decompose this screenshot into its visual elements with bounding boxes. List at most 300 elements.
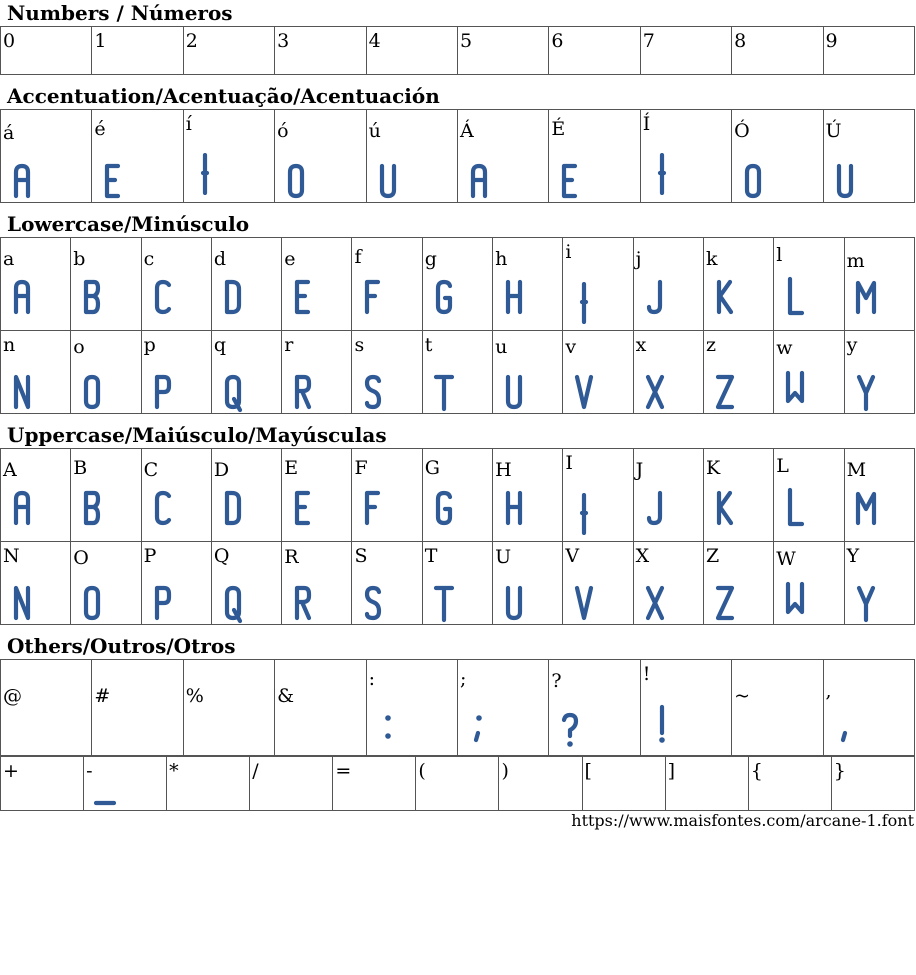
uppercase-grid — [0, 448, 915, 625]
glyph-svg — [220, 276, 246, 318]
glyph-svg — [501, 487, 527, 529]
char-label: = — [335, 760, 352, 782]
glyph-cell — [71, 331, 141, 414]
glyph-cell — [844, 449, 914, 542]
glyph-svg — [431, 487, 457, 529]
char-label: } — [833, 760, 846, 782]
char-label: 7 — [642, 30, 655, 52]
glyph-cell — [366, 660, 457, 756]
glyph-cell — [141, 331, 211, 414]
glyph-svg — [557, 160, 583, 202]
char-label: J — [635, 459, 644, 481]
char-label: c — [143, 248, 155, 270]
glyph-svg — [79, 276, 105, 318]
char-label: t — [424, 334, 433, 356]
glyph-svg — [642, 487, 668, 529]
glyph-svg — [283, 160, 309, 202]
char-label: 1 — [94, 30, 107, 52]
glyph-cell — [211, 449, 281, 542]
glyph-svg — [712, 582, 738, 624]
glyph-preview — [150, 582, 176, 624]
glyph-cell — [633, 238, 703, 331]
glyph-svg — [649, 153, 675, 195]
char-label: R — [284, 546, 299, 568]
char-label: - — [86, 760, 93, 782]
glyph-preview — [501, 487, 527, 529]
glyph-cell — [493, 542, 563, 625]
glyph-svg — [466, 706, 492, 748]
glyph-svg — [375, 160, 401, 202]
glyph-svg — [360, 276, 386, 318]
glyph-cell — [633, 331, 703, 414]
glyph-cell — [823, 660, 914, 756]
glyph-svg — [150, 582, 176, 624]
glyph-svg — [501, 276, 527, 318]
char-label: L — [776, 455, 789, 477]
char-label: m — [846, 250, 865, 272]
glyph-svg — [740, 160, 766, 202]
char-label: : — [368, 668, 375, 690]
glyph-cell — [633, 542, 703, 625]
glyph-cell — [211, 238, 281, 331]
glyph-cell — [823, 27, 914, 75]
glyph-cell — [640, 110, 731, 203]
glyph-svg — [220, 582, 246, 624]
glyph-svg — [9, 487, 35, 529]
glyph-cell — [640, 660, 731, 756]
glyph-svg — [220, 487, 246, 529]
glyph-preview — [466, 160, 492, 202]
glyph-svg — [782, 367, 808, 409]
glyph-cell — [703, 449, 773, 542]
glyph-svg — [712, 487, 738, 529]
char-label: e — [284, 248, 296, 270]
glyph-cell — [774, 449, 844, 542]
char-label: / — [252, 760, 259, 782]
glyph-svg — [360, 582, 386, 624]
glyph-cell — [563, 542, 633, 625]
glyph-svg — [360, 487, 386, 529]
glyph-cell — [748, 757, 831, 811]
glyph-cell — [1, 110, 92, 203]
char-label: i — [565, 241, 572, 263]
glyph-cell — [282, 238, 352, 331]
glyph-cell — [1, 238, 71, 331]
glyph-svg — [782, 487, 808, 529]
glyph-svg — [290, 371, 316, 413]
glyph-svg — [431, 276, 457, 318]
char-label: E — [284, 457, 299, 479]
glyph-preview — [290, 582, 316, 624]
glyph-preview — [832, 160, 858, 202]
glyph-preview — [431, 371, 457, 413]
char-label: % — [185, 685, 204, 707]
glyph-preview — [853, 371, 879, 413]
char-label: & — [277, 685, 295, 707]
char-label: é — [94, 118, 106, 140]
char-label: d — [213, 248, 227, 270]
glyph-cell — [275, 660, 366, 756]
glyph-cell — [92, 27, 183, 75]
glyph-cell — [457, 110, 548, 203]
glyph-cell — [1, 757, 84, 811]
glyph-svg — [150, 371, 176, 413]
glyph-preview — [571, 493, 597, 535]
glyph-svg — [150, 276, 176, 318]
char-label: Ú — [825, 120, 842, 142]
glyph-cell — [703, 542, 773, 625]
char-label: Ó — [734, 120, 750, 142]
char-label: 2 — [185, 30, 198, 52]
glyph-cell — [167, 757, 250, 811]
glyph-preview — [290, 371, 316, 413]
glyph-cell — [211, 331, 281, 414]
glyph-preview — [501, 371, 527, 413]
char-label: v — [565, 336, 577, 358]
glyph-cell — [183, 27, 274, 75]
char-label: r — [284, 334, 294, 356]
glyph-cell — [732, 660, 823, 756]
glyph-cell — [1, 542, 71, 625]
glyph-preview — [360, 276, 386, 318]
char-label: O — [73, 547, 89, 569]
char-label: Y — [846, 545, 860, 567]
char-label: M — [846, 459, 867, 481]
glyph-cell — [582, 757, 665, 811]
glyph-preview — [100, 160, 126, 202]
glyph-cell — [141, 449, 211, 542]
glyph-cell — [141, 238, 211, 331]
glyph-cell — [71, 542, 141, 625]
source-url: https://www.maisfontes.com/arcane-1.font — [571, 811, 914, 830]
char-label: l — [776, 244, 783, 266]
char-label: Z — [705, 545, 720, 567]
glyph-cell — [703, 331, 773, 414]
char-label: y — [846, 334, 858, 356]
char-label: q — [213, 334, 227, 356]
others-grid-row1 — [0, 659, 915, 756]
glyph-preview — [642, 487, 668, 529]
char-label: Q — [213, 545, 230, 567]
glyph-preview — [9, 582, 35, 624]
char-label: S — [354, 545, 368, 567]
glyph-svg — [220, 371, 246, 413]
glyph-svg — [150, 487, 176, 529]
section-title-others: Others/Outros/Otros — [7, 634, 236, 658]
glyph-svg — [853, 371, 879, 413]
glyph-cell — [774, 331, 844, 414]
glyph-cell — [1, 449, 71, 542]
char-label: ( — [418, 760, 426, 782]
char-label: H — [495, 459, 512, 481]
glyph-preview — [79, 371, 105, 413]
glyph-svg — [192, 153, 218, 195]
char-label: G — [424, 457, 440, 479]
glyph-preview — [712, 582, 738, 624]
glyph-svg — [501, 371, 527, 413]
glyph-cell — [549, 27, 640, 75]
glyph-preview — [431, 487, 457, 529]
section-title-lowercase: Lowercase/Minúsculo — [7, 212, 250, 236]
char-label: ; — [459, 668, 467, 690]
glyph-cell — [352, 331, 422, 414]
glyph-svg — [9, 582, 35, 624]
glyph-cell — [549, 660, 640, 756]
glyph-preview — [853, 582, 879, 624]
char-label: , — [825, 680, 832, 702]
char-label: U — [495, 546, 512, 568]
glyph-preview — [9, 371, 35, 413]
glyph-svg — [571, 282, 597, 324]
char-label: 3 — [277, 30, 290, 52]
lowercase-grid — [0, 237, 915, 414]
glyph-preview — [501, 276, 527, 318]
glyph-preview — [375, 160, 401, 202]
char-label: + — [3, 760, 19, 782]
char-label: D — [213, 459, 230, 481]
glyph-preview — [431, 582, 457, 624]
glyph-preview — [360, 582, 386, 624]
char-label: z — [705, 334, 716, 356]
char-label: w — [776, 337, 793, 359]
char-label: ! — [642, 663, 651, 685]
glyph-svg — [501, 582, 527, 624]
char-label: ~ — [734, 685, 751, 707]
glyph-svg — [466, 160, 492, 202]
glyph-svg — [832, 160, 858, 202]
glyph-svg — [853, 276, 879, 318]
glyph-cell — [457, 660, 548, 756]
glyph-cell — [282, 331, 352, 414]
glyph-cell — [1, 660, 92, 756]
glyph-preview — [290, 487, 316, 529]
glyph-preview — [220, 276, 246, 318]
glyph-preview — [150, 371, 176, 413]
glyph-cell — [183, 110, 274, 203]
char-label: C — [143, 459, 159, 481]
glyph-cell — [457, 27, 548, 75]
glyph-preview — [283, 160, 309, 202]
glyph-preview — [290, 276, 316, 318]
glyph-preview — [9, 160, 35, 202]
glyph-preview — [832, 708, 858, 750]
char-label: X — [635, 545, 650, 567]
char-label: 9 — [825, 30, 838, 52]
char-label: Í — [642, 113, 651, 135]
glyph-preview — [649, 153, 675, 195]
glyph-preview — [782, 276, 808, 318]
glyph-cell — [422, 449, 492, 542]
glyph-svg — [571, 582, 597, 624]
glyph-svg — [649, 704, 675, 746]
glyph-cell — [275, 27, 366, 75]
glyph-svg — [9, 160, 35, 202]
glyph-cell — [1, 27, 92, 75]
char-label: K — [705, 457, 721, 479]
glyph-preview — [79, 487, 105, 529]
glyph-svg — [431, 371, 457, 413]
glyph-cell — [499, 757, 582, 811]
glyph-cell — [141, 542, 211, 625]
glyph-cell — [422, 542, 492, 625]
glyph-preview — [466, 706, 492, 748]
glyph-svg — [853, 487, 879, 529]
glyph-preview — [360, 487, 386, 529]
glyph-svg — [431, 582, 457, 624]
char-label: { — [750, 760, 763, 782]
glyph-svg — [360, 371, 386, 413]
glyph-preview — [375, 706, 401, 748]
char-label: o — [73, 336, 85, 358]
glyph-preview — [150, 276, 176, 318]
glyph-svg — [712, 371, 738, 413]
char-label: ú — [368, 120, 381, 142]
glyph-cell — [774, 238, 844, 331]
glyph-cell — [844, 238, 914, 331]
glyph-cell — [211, 542, 281, 625]
glyph-preview — [649, 704, 675, 746]
glyph-preview — [853, 487, 879, 529]
glyph-svg — [712, 276, 738, 318]
glyph-svg — [92, 773, 118, 811]
section-title-uppercase: Uppercase/Maiúsculo/Mayúsculas — [7, 423, 387, 447]
glyph-preview — [782, 487, 808, 529]
glyph-preview — [557, 710, 583, 752]
char-label: á — [3, 122, 15, 144]
glyph-cell — [92, 660, 183, 756]
char-label: s — [354, 334, 365, 356]
glyph-preview — [220, 582, 246, 624]
glyph-cell — [665, 757, 748, 811]
glyph-preview — [571, 371, 597, 413]
glyph-svg — [782, 578, 808, 620]
char-label: k — [705, 248, 718, 270]
char-label: F — [354, 457, 368, 479]
char-label: * — [169, 760, 179, 782]
glyph-cell — [640, 27, 731, 75]
glyph-svg — [290, 582, 316, 624]
glyph-preview — [79, 582, 105, 624]
glyph-cell — [282, 449, 352, 542]
glyph-svg — [290, 487, 316, 529]
glyph-cell — [183, 660, 274, 756]
char-label: ó — [277, 120, 289, 142]
glyph-cell — [493, 331, 563, 414]
glyph-preview — [712, 276, 738, 318]
glyph-cell — [416, 757, 499, 811]
glyph-cell — [1, 331, 71, 414]
section-title-numbers: Numbers / Números — [7, 1, 233, 25]
glyph-svg — [290, 276, 316, 318]
glyph-preview — [740, 160, 766, 202]
glyph-svg — [9, 371, 35, 413]
glyph-preview — [782, 367, 808, 409]
char-label: A — [3, 459, 17, 481]
glyph-cell — [563, 238, 633, 331]
glyph-cell — [352, 542, 422, 625]
glyph-preview — [853, 276, 879, 318]
glyph-preview — [642, 582, 668, 624]
glyph-preview — [9, 276, 35, 318]
char-label: í — [185, 113, 192, 135]
glyph-preview — [220, 487, 246, 529]
glyph-cell — [823, 110, 914, 203]
glyph-preview — [642, 276, 668, 318]
char-label: @ — [3, 685, 22, 707]
glyph-cell — [844, 331, 914, 414]
glyph-cell — [275, 110, 366, 203]
glyph-cell — [422, 331, 492, 414]
glyph-cell — [71, 449, 141, 542]
glyph-cell — [92, 110, 183, 203]
glyph-cell — [493, 449, 563, 542]
glyph-cell — [422, 238, 492, 331]
glyph-cell — [250, 757, 333, 811]
glyph-cell — [71, 238, 141, 331]
char-label: N — [3, 545, 20, 567]
char-label: 0 — [3, 30, 16, 52]
section-title-accentuation: Accentuation/Acentuação/Acentuación — [7, 84, 440, 108]
glyph-preview — [642, 371, 668, 413]
glyph-svg — [557, 710, 583, 752]
glyph-svg — [375, 706, 401, 748]
glyph-cell — [366, 27, 457, 75]
glyph-svg — [571, 371, 597, 413]
glyph-preview — [712, 487, 738, 529]
glyph-svg — [9, 276, 35, 318]
char-label: n — [3, 334, 16, 356]
char-label: u — [495, 336, 508, 358]
glyph-cell — [549, 110, 640, 203]
char-label: a — [3, 248, 15, 270]
glyph-preview — [431, 276, 457, 318]
glyph-preview — [571, 582, 597, 624]
glyph-cell — [732, 110, 823, 203]
char-label: 4 — [368, 30, 381, 52]
glyph-preview — [79, 276, 105, 318]
glyph-preview — [220, 371, 246, 413]
char-label: g — [424, 248, 437, 270]
glyph-preview — [557, 160, 583, 202]
char-label: Á — [459, 120, 474, 142]
glyph-svg — [79, 582, 105, 624]
glyph-cell — [352, 449, 422, 542]
others-grid-row2 — [0, 756, 915, 811]
glyph-cell — [333, 757, 416, 811]
glyph-cell — [633, 449, 703, 542]
glyph-svg — [642, 582, 668, 624]
glyph-cell — [282, 542, 352, 625]
glyph-cell — [563, 331, 633, 414]
char-label: ] — [667, 760, 676, 782]
glyph-cell — [774, 542, 844, 625]
char-label: B — [73, 457, 88, 479]
glyph-preview — [9, 487, 35, 529]
char-label: 6 — [551, 30, 564, 52]
char-label: ) — [501, 760, 509, 782]
glyph-svg — [782, 276, 808, 318]
char-label: j — [635, 248, 642, 270]
char-label: V — [565, 545, 580, 567]
glyph-preview — [501, 582, 527, 624]
glyph-preview — [360, 371, 386, 413]
char-label: I — [565, 452, 573, 474]
glyph-cell — [84, 757, 167, 811]
char-label: É — [551, 118, 566, 140]
char-label: ? — [551, 670, 562, 692]
glyph-svg — [100, 160, 126, 202]
glyph-preview — [712, 371, 738, 413]
